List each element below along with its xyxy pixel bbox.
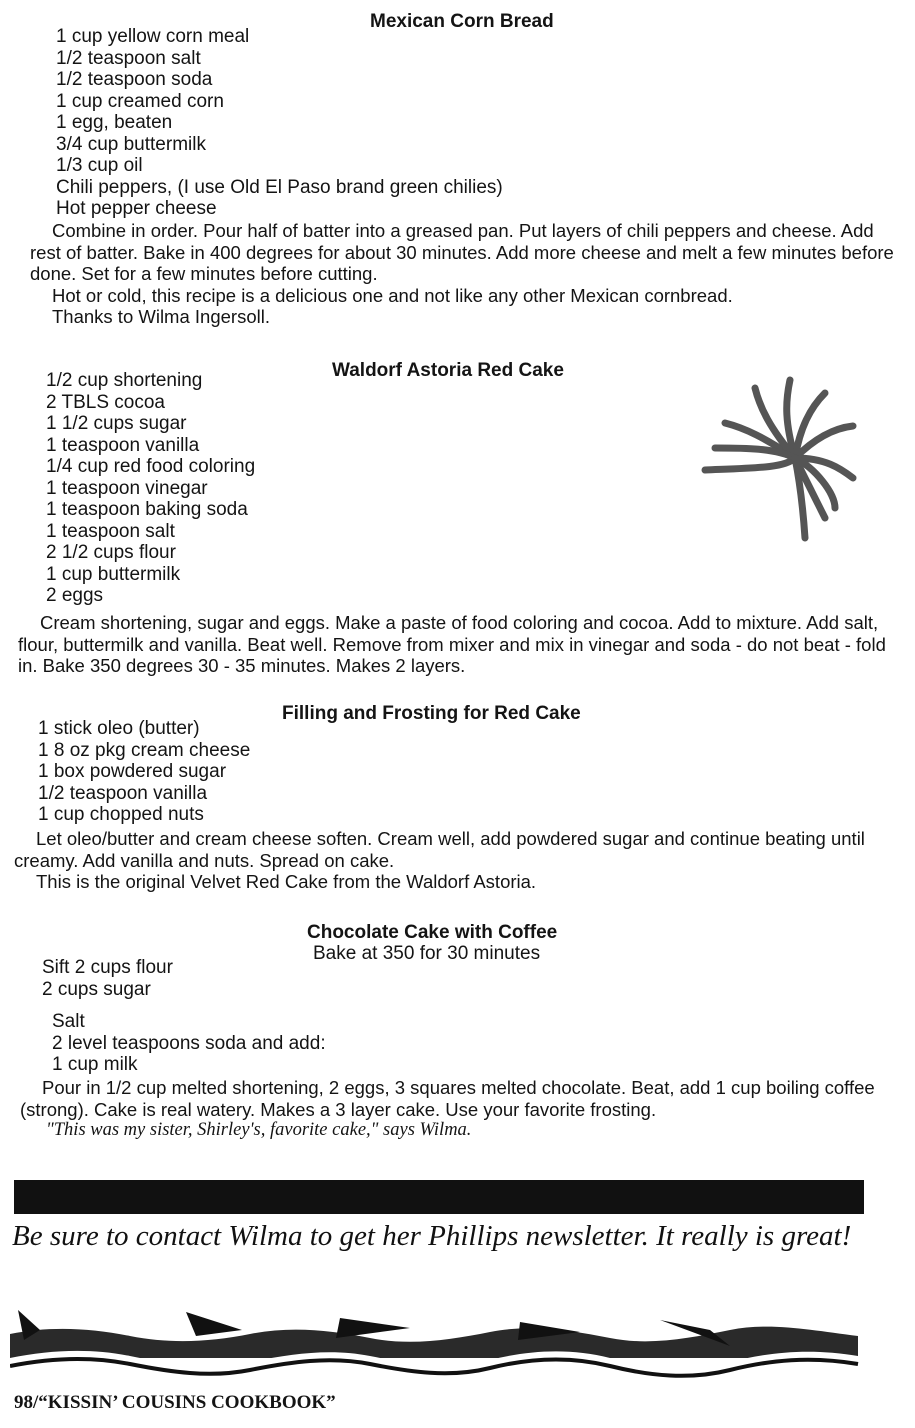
direction-text: Pour in 1/2 cup melted shortening, 2 eggs, 3 squares melted chocolate. Beat, add 1 cup boiling coffee (strong). Cake is real watery. Makes a 3 layer cake. Use your favorite frosting. [20, 1077, 875, 1120]
direction-text: Hot or cold, this recipe is a delicious one and not like any other Mexican cornbread. [52, 284, 733, 306]
ingredient: Salt [52, 1011, 85, 1032]
ingredient: 1 cup buttermilk [46, 563, 181, 585]
ingredient: 2 cups sugar [42, 978, 151, 1000]
ingredient: Chili peppers, (I use Old El Paso brand green chilies) [56, 176, 503, 198]
ingredient: 1/4 cup red food coloring [46, 456, 256, 477]
direction-text: Let oleo/butter and cream cheese soften. Cream well, add powdered sugar and continue beating until creamy. Add vanilla and nuts. Spread on cake. [14, 828, 865, 871]
ingredient: 2 level teaspoons soda and add: [52, 1032, 326, 1054]
ingredient: 1 stick oleo (butter) [38, 718, 200, 739]
ingredient: 1 cup chopped nuts [38, 804, 204, 825]
ingredient: 1 teaspoon vinegar [46, 477, 208, 499]
ingredient: 3/4 cup buttermilk [56, 133, 206, 155]
chocolate-cake-title: Chocolate Cake with Coffee [307, 922, 558, 943]
direction-text: Combine in order. Pour half of batter into a greased pan. Put layers of chili peppers and cheese. Add rest of batter. Bake in 400 degrees for about 30 minutes. Add more cheese and melt a few minutes before done. Set for a few minutes before cutting. [30, 220, 894, 284]
ingredient: 1 1/2 cups sugar [46, 413, 187, 434]
direction-text: Thanks to Wilma Ingersoll. [52, 306, 270, 327]
chocolate-cake-directions [20, 1077, 896, 1142]
ingredient: 1 teaspoon vanilla [46, 434, 200, 456]
ingredient: Sift 2 cups flour [42, 957, 173, 978]
red-cake-title: Waldorf Astoria Red Cake [332, 360, 564, 381]
frosting-directions [14, 828, 900, 893]
ingredient: 2 TBLS cocoa [46, 391, 166, 413]
ingredient: 1 box powdered sugar [38, 761, 227, 782]
ingredient: 2 eggs [46, 585, 104, 606]
corn-bread-directions [30, 220, 905, 328]
divider-bar [14, 1180, 864, 1214]
red-cake-directions [18, 612, 900, 677]
chocolate-cake-subtitle: Bake at 350 for 30 minutes [313, 943, 541, 964]
page-footer: 98/“KISSIN’ COUSINS COOKBOOK” [14, 1392, 336, 1413]
ingredient: 1/2 teaspoon soda [56, 69, 213, 90]
ingredient: 1 teaspoon salt [46, 520, 175, 542]
wave-border-icon [10, 1300, 860, 1380]
ingredient: 1 cup yellow corn meal [56, 26, 250, 47]
ingredient: 1/2 teaspoon vanilla [38, 782, 208, 804]
frosting-ingredients [38, 718, 250, 826]
ingredient: 1 cup milk [52, 1054, 138, 1075]
ingredient: 1/2 cup shortening [46, 370, 203, 391]
corn-bread-ingredients [56, 26, 503, 220]
promo-text: Be sure to contact Wilma to get her Phillips newsletter. It really is great! [12, 1220, 852, 1252]
flower-ornament-icon [685, 368, 865, 548]
ingredient: 1 8 oz pkg cream cheese [38, 739, 251, 761]
ingredient: Hot pepper cheese [56, 198, 217, 219]
direction-text: This is the original Velvet Red Cake from the Waldorf Astoria. [36, 871, 537, 892]
red-cake-ingredients [46, 370, 255, 607]
chocolate-cake-ingredients-b [52, 1011, 326, 1076]
direction-text: Cream shortening, sugar and eggs. Make a paste of food coloring and cocoa. Add to mixture. Add salt, flour, buttermilk and vanilla. Beat well. Remove from mixer and mix in vinegar and soda - do not beat - fold in. Bake 350 degrees 30 - 35 minutes. Makes 2 layers. [18, 612, 886, 676]
ingredient: 1 teaspoon baking soda [46, 499, 248, 520]
corn-bread-title: Mexican Corn Bread [370, 11, 554, 32]
frosting-title: Filling and Frosting for Red Cake [282, 703, 581, 724]
ingredient: 2 1/2 cups flour [46, 542, 176, 563]
ingredient: 1/2 teaspoon salt [56, 47, 201, 69]
ingredient: 1/3 cup oil [56, 155, 143, 176]
chocolate-cake-ingredients-a [42, 957, 173, 1000]
ingredient: 1 egg, beaten [56, 112, 173, 133]
quote-text: "This was my sister, Shirley's, favorite cake," says Wilma. [46, 1120, 472, 1140]
ingredient: 1 cup creamed corn [56, 90, 224, 112]
